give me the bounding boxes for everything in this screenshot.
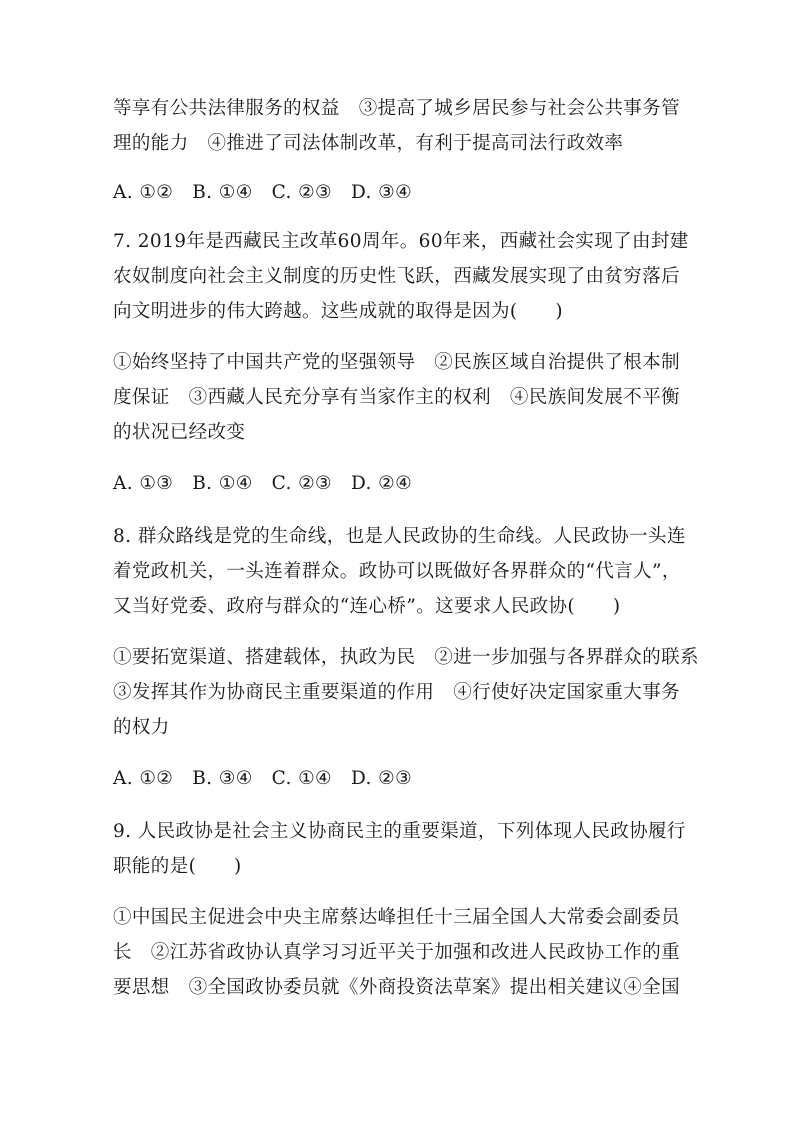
q6-answer-choices: A. ①② B. ①④ C. ②③ D. ③④ — [113, 182, 413, 203]
q8-answer-choices: A. ①② B. ③④ C. ①④ D. ②③ — [113, 768, 413, 789]
q7-answer-choices: A. ①③ B. ①④ C. ②③ D. ②④ — [113, 473, 413, 494]
q7-stem-line-3: 向文明进步的伟大跨越。这些成就的取得是因为( ) — [113, 301, 563, 322]
q8-options-line-1: ①要拓宽渠道、搭建载体，执政为民 ②进一步加强与各界群众的联系 — [113, 647, 699, 668]
q8-stem-line-1: 8. 群众路线是党的生命线，也是人民政协的生命线。人民政协一头连 — [113, 526, 686, 547]
q8-stem-line-2: 着党政机关，一头连着群众。政协可以既做好各界群众的“代言人”， — [113, 561, 681, 582]
q9-stem-line-2: 职能的是( ) — [113, 856, 242, 877]
q9-options-line-1: ①中国民主促进会中央主席蔡达峰担任十三届全国人大常委会副委员 — [113, 907, 681, 928]
q7-stem-line-1: 7. 2019年是西藏民主改革60周年。60年来，西藏社会实现了由封建 — [113, 231, 689, 252]
q9-stem-line-1: 9. 人民政协是社会主义协商民主的重要渠道，下列体现人民政协履行 — [113, 821, 686, 842]
q6-options-line-3: 理的能力 ④推进了司法体制改革，有利于提高司法行政效率 — [113, 133, 624, 154]
q7-stem-line-2: 农奴制度向社会主义制度的历史性飞跃，西藏发展实现了由贫穷落后 — [113, 266, 681, 287]
q6-options-line-2: 等享有公共法律服务的权益 ③提高了城乡居民参与社会公共事务管 — [113, 98, 681, 119]
q9-options-line-3: 要思想 ③全国政协委员就《外商投资法草案》提出相关建议④全国 — [113, 977, 681, 998]
q8-options-line-3: 的权力 — [113, 717, 170, 738]
q7-options-line-1: ①始终坚持了中国共产党的坚强领导 ②民族区域自治提供了根本制 — [113, 352, 681, 373]
q9-options-line-2: 长 ②江苏省政协认真学习习近平关于加强和改进人民政协工作的重 — [113, 942, 681, 963]
q7-options-line-2: 度保证 ③西藏人民充分享有当家作主的权利 ④民族间发展不平衡 — [113, 387, 681, 408]
q7-options-line-3: 的状况已经改变 — [113, 422, 246, 443]
q8-options-line-2: ③发挥其作为协商民主重要渠道的作用 ④行使好决定国家重大事务 — [113, 682, 681, 703]
q8-stem-line-3: 又当好党委、政府与群众的“连心桥”。这要求人民政协( ) — [113, 596, 621, 617]
